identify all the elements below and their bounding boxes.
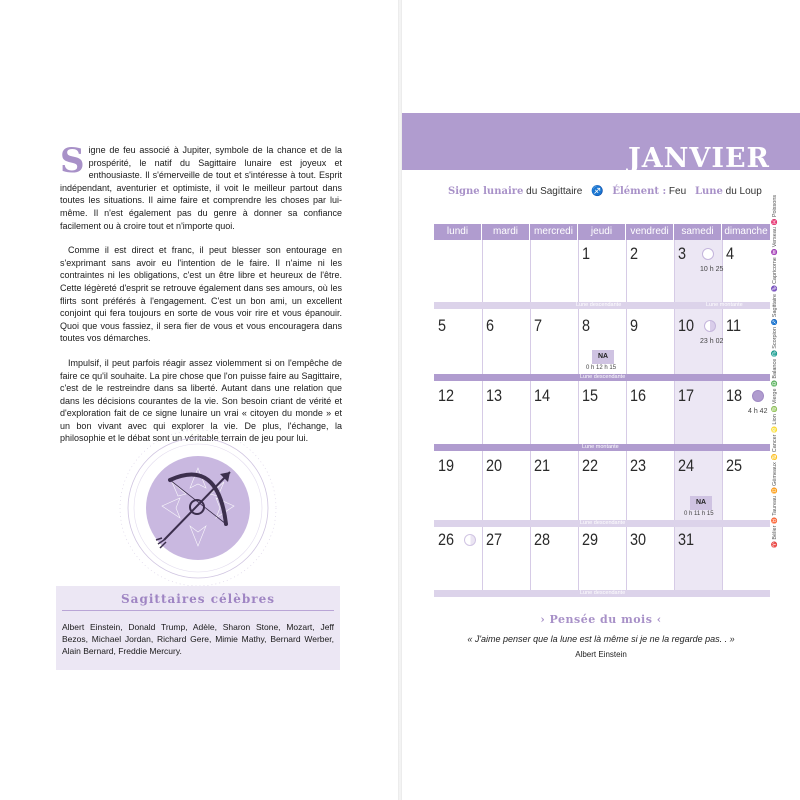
day-number: 4	[726, 244, 735, 263]
famous-sagittarius-box	[56, 586, 340, 670]
month-title: JANVIER	[628, 143, 770, 174]
day-number: 19	[438, 456, 455, 475]
moon-phase-label: Lune descendante	[580, 520, 626, 526]
full-moon-icon	[702, 248, 714, 260]
weekday-wednesday: mercredi	[530, 224, 578, 240]
month-banner	[402, 113, 800, 174]
grid-line	[578, 240, 579, 592]
crescent-moon-icon	[464, 534, 476, 546]
day-number: 24	[678, 456, 695, 475]
grid-line	[530, 240, 531, 592]
moon-phase-label: Lune montante	[706, 302, 743, 308]
moon-phase-label: Lune montante	[582, 444, 619, 450]
grid-line	[626, 240, 627, 592]
moon-info-line	[448, 186, 762, 197]
weekday-thursday: jeudi	[578, 224, 626, 240]
weekday-monday: lundi	[434, 224, 482, 240]
divider	[62, 610, 334, 611]
sunday-column	[722, 240, 770, 592]
right-page	[402, 0, 800, 800]
day-number: 28	[534, 530, 551, 549]
day-number: 17	[678, 386, 695, 405]
dropcap: S	[60, 141, 85, 181]
day-number: 29	[582, 530, 599, 549]
grid-line	[482, 240, 483, 592]
day-number: 1	[582, 244, 591, 263]
day-number: 3	[678, 244, 687, 263]
na-badge: NA	[592, 350, 614, 364]
moon-phase-bar	[434, 302, 770, 309]
day-number: 26	[438, 530, 455, 549]
weekday-friday: vendredi	[626, 224, 674, 240]
weekday-header	[434, 224, 770, 240]
moon-time: 23 h 02	[700, 338, 724, 345]
moon-label: Lune	[694, 186, 723, 197]
day-number: 2	[630, 244, 639, 263]
day-number: 5	[438, 316, 447, 335]
day-number: 25	[726, 456, 743, 475]
grid-line	[722, 240, 723, 592]
moon-value: du Loup	[725, 186, 762, 197]
moon-phase-bar	[434, 374, 770, 381]
intro-paragraph-1: Signe de feu associé à Jupiter, symbole de la chance et de la prospérité, le natif du Sagittaire lunaire est joyeux et enthousiaste. Il s'émerveille de tout et s'intéresse à tout. Esprit indépendant, aventurier et optimiste, il voit le meilleur partout dans toutes les situations. Il aime faire et comprendre les choses par lui-même. Il n'est également pas du genre à donner sa confiance facilement ou à croire tout et n'importe quoi.	[60, 141, 342, 231]
day-number: 14	[534, 386, 551, 405]
day-number: 6	[486, 316, 495, 335]
moon-phase-bar	[434, 520, 770, 527]
sign-description	[60, 141, 342, 457]
day-number: 10	[678, 316, 695, 335]
sign-value: du Sagittaire	[526, 186, 583, 197]
moon-phase-bar	[434, 590, 770, 597]
na-badge: NA	[690, 496, 712, 510]
day-number: 16	[630, 386, 647, 405]
day-number: 30	[630, 530, 647, 549]
day-number: 18	[726, 386, 743, 405]
calendar-grid	[434, 224, 770, 600]
zodiac-legend: ♈ Bélier ♉ Taureau ♊ Gémeaux ♋ Cancer ♌ Lion ♍ Vierge ♎ Balance ♏ Scorpion ♐ Sagittaire ♑ Capricorne ♒ Verseau ♓ Poissons	[772, 194, 778, 548]
na-time: 0 h 12 h 15	[586, 365, 617, 371]
moon-phase-label: Lune descendante	[580, 590, 626, 596]
day-number: 11	[726, 316, 742, 335]
element-value: Feu	[668, 186, 687, 197]
day-number: 7	[534, 316, 543, 335]
left-page	[0, 0, 398, 800]
day-number: 12	[438, 386, 455, 405]
famous-list: Albert Einstein, Donald Trump, Adèle, Sharon Stone, Mozart, Jeff Bezos, Michael Jordan, Richard Gere, Mimie Mathy, Bernard Werber, Alain Bernard, Freddie Mercury.	[62, 622, 334, 656]
day-number: 21	[534, 456, 551, 475]
element-label: Élément :	[612, 186, 667, 197]
moon-time: 4 h 42	[748, 408, 768, 415]
famous-title: Sagittaires célèbres	[121, 592, 275, 606]
day-number: 31	[678, 530, 695, 549]
na-time: 0 h 11 h 15	[684, 511, 714, 517]
day-number: 13	[486, 386, 503, 405]
day-number: 15	[582, 386, 599, 405]
sagittarius-emblem	[118, 428, 278, 588]
day-number: 27	[486, 530, 503, 549]
moon-phase-label: Lune descendante	[576, 302, 622, 308]
half-moon-icon	[704, 320, 716, 332]
thought-quote: « J'aime penser que la lune est là même si je ne la regarde pas. . »	[467, 634, 735, 644]
thought-author: Albert Einstein	[575, 650, 627, 659]
moon-phase-bar	[434, 444, 770, 451]
day-number: 22	[582, 456, 599, 475]
zodiac-strip	[768, 194, 782, 548]
sign-label: Signe lunaire	[448, 186, 524, 197]
moon-phase-label: Lune descendante	[580, 374, 626, 380]
weekday-saturday: samedi	[674, 224, 722, 240]
sagittarius-symbol-icon: ♐	[591, 186, 604, 197]
day-number: 9	[630, 316, 639, 335]
moon-time: 10 h 25	[700, 266, 724, 273]
weekday-tuesday: mardi	[482, 224, 530, 240]
grid-line	[674, 240, 675, 592]
intro-paragraph-3: Impulsif, il peut parfois réagir assez violemment si on l'empêche de faire ce qu'il souhaite. La pire chose que l'on puisse faire au Sagittaire, c'est de le restreindre dans sa liberté. Autant dans une relation que dans les décisions courantes de la vie. Son besoin criant de vérité et d'exploration fait de ce signe lunaire un vrai « citoyen du monde » et un bon vivant avec qui explorer la vie. De plus, l'échange, la philosophie et le débat sont un véritable terrain de jeu pour lui.	[60, 357, 342, 444]
day-number: 23	[630, 456, 647, 475]
day-number: 20	[486, 456, 503, 475]
thought-title: › Pensée du mois ‹	[540, 613, 662, 626]
new-moon-icon	[752, 390, 764, 402]
intro-paragraph-2: Comme il est direct et franc, il peut blesser son entourage en s'exprimant sans avoir eu l'intention de le faire. Il n'aime ni les contraintes ni les obligations, c'est un être libre et heureux de l'être. Cette légèreté d'esprit se retrouve également dans ses amours, où les flirts sont préférés à l'engagement. C'est un bon ami, un excellent conjoint qui fera toujours en sorte de vous voir rire et vous épanouir. Quoi que vous fassiez, il sera fier de vous et vous encouragera dans toutes vos démarches.	[60, 245, 342, 344]
weekday-sunday: dimanche	[724, 226, 768, 237]
day-number: 8	[582, 316, 591, 335]
